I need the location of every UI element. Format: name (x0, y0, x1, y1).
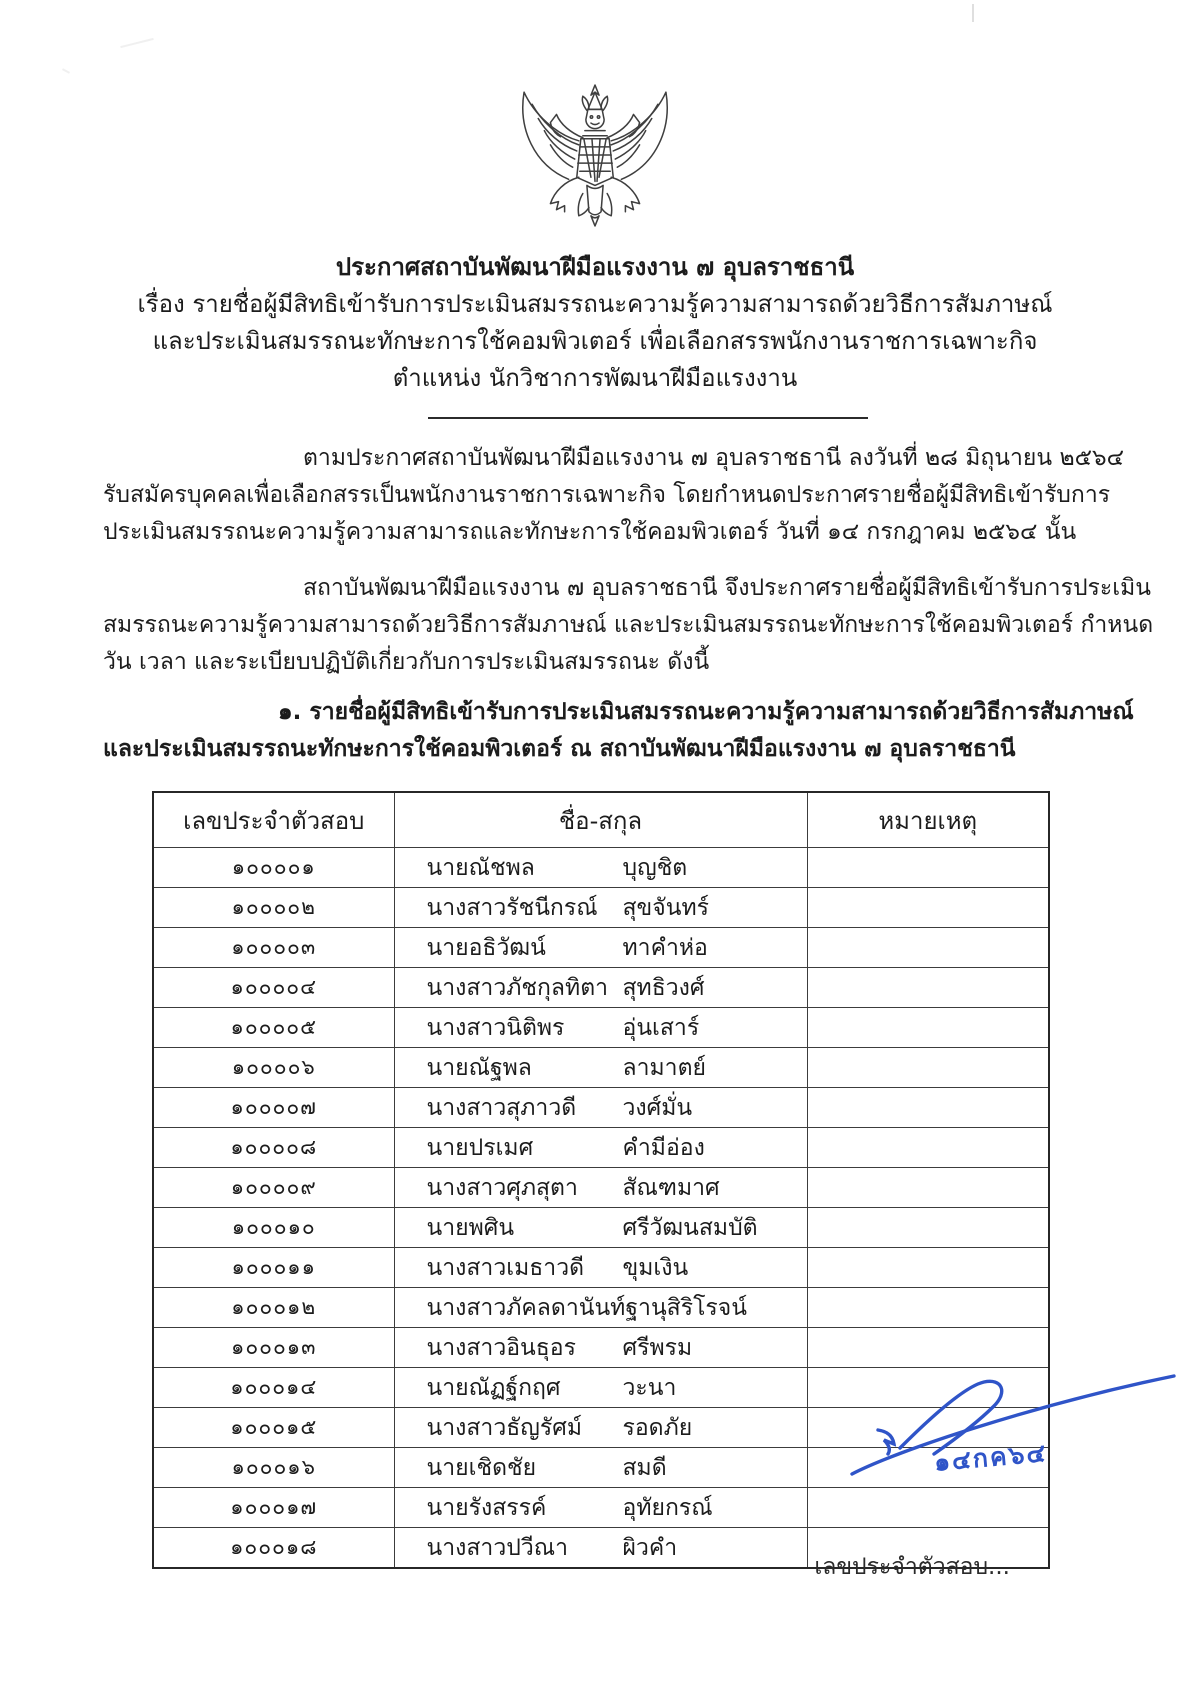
first-name: นายปรเมศ (426, 1134, 534, 1161)
last-name: ฐานุสิริโรจน์ (625, 1294, 747, 1321)
garuda-emblem-icon (492, 80, 698, 232)
name-cell (394, 1128, 807, 1168)
exam-id-cell: ๑๐๐๐๑๕ (153, 1408, 394, 1448)
title-line-4: ตำแหน่ง นักวิชาการพัฒนาฝีมือแรงงาน (392, 364, 798, 392)
title-line-1: ประกาศสถาบันพัฒนาฝีมือแรงงาน ๗ อุบลราชธานี (335, 253, 855, 281)
last-name: บุญชิต (622, 854, 688, 881)
last-name: ศรีวัฒนสมบัติ (622, 1214, 758, 1241)
first-name: นายเชิดชัย (426, 1454, 537, 1481)
last-name: สุทธิวงศ์ (622, 974, 705, 1001)
exam-id-cell: ๑๐๐๐๑๐ (153, 1208, 394, 1248)
table-header-row (153, 792, 1049, 848)
paragraph-line: สมรรถนะความรู้ความสามารถด้วยวิธีการสัมภาษณ์ และประเมินสมรรถนะทักษะการใช้คอมพิวเตอร์ กำหนด (103, 612, 1154, 638)
first-name: นายอธิวัฒน์ (426, 934, 546, 961)
last-name: ศรีพรม (622, 1334, 693, 1361)
note-cell (807, 888, 1049, 928)
last-name: ขุมเงิน (622, 1254, 689, 1281)
note-cell (807, 1128, 1049, 1168)
exam-id-cell: ๑๐๐๐๐๙ (153, 1168, 394, 1208)
first-name: นางสาวเมธาวดี (426, 1254, 585, 1281)
first-name: นายณัชพล (426, 854, 535, 881)
note-cell (807, 1088, 1049, 1128)
header-name: ชื่อ-สกุล (394, 792, 807, 848)
exam-id-cell: ๑๐๐๐๑๔ (153, 1368, 394, 1408)
note-cell (807, 1448, 1049, 1488)
first-name: นายรังสรรค์ (426, 1494, 547, 1521)
exam-id-cell: ๑๐๐๐๐๔ (153, 968, 394, 1008)
note-cell (807, 1408, 1049, 1448)
note-cell (807, 848, 1049, 888)
exam-id-cell: ๑๐๐๐๐๘ (153, 1128, 394, 1168)
table-row (153, 1328, 1049, 1368)
exam-id-cell: ๑๐๐๐๑๘ (153, 1528, 394, 1569)
note-cell (807, 1368, 1049, 1408)
section-1-heading (103, 694, 1134, 768)
title-line-3: และประเมินสมรรถนะทักษะการใช้คอมพิวเตอร์ เพื่อเลือกสรรพนักงานราชการเฉพาะกิจ (152, 327, 1038, 355)
scan-artifact (62, 68, 70, 74)
last-name: สุขจันทร์ (622, 894, 709, 921)
note-cell (807, 968, 1049, 1008)
signature-date-text: ๑๔กค๖๔ (932, 1438, 1049, 1477)
header-exam-id: เลขประจำตัวสอบ (153, 792, 394, 848)
name-cell (394, 1048, 807, 1088)
first-name: นางสาวปวีณา (426, 1534, 569, 1561)
name-cell (394, 1528, 807, 1569)
table-row (153, 1368, 1049, 1408)
first-name: นางสาวอินธุอร (426, 1334, 576, 1361)
exam-id-cell: ๑๐๐๐๑๗ (153, 1488, 394, 1528)
paragraph-line: สถาบันพัฒนาฝีมือแรงงาน ๗ อุบลราชธานี จึงประกาศรายชื่อผู้มีสิทธิเข้ารับการประเมิน (303, 575, 1151, 601)
table-row (153, 1248, 1049, 1288)
table-row (153, 1048, 1049, 1088)
note-cell (807, 1048, 1049, 1088)
first-name: นางสาวรัชนีกรณ์ (426, 894, 598, 921)
first-name: นางสาวภัชกุลทิตา (426, 974, 609, 1001)
exam-id-cell: ๑๐๐๐๐๑ (153, 848, 394, 888)
table-row (153, 888, 1049, 928)
first-name: นายณัฐพล (426, 1054, 532, 1081)
section-line: และประเมินสมรรถนะทักษะการใช้คอมพิวเตอร์ ณ สถาบันพัฒนาฝีมือแรงงาน ๗ อุบลราชธานี (103, 736, 1016, 762)
note-cell (807, 1208, 1049, 1248)
name-cell (394, 848, 807, 888)
paragraph-1 (103, 440, 1125, 551)
name-cell (394, 1168, 807, 1208)
header-note: หมายเหตุ (807, 792, 1049, 848)
last-name: รอดภัย (622, 1414, 693, 1441)
section-line: ๑. รายชื่อผู้มีสิทธิเข้ารับการประเมินสมรรถนะความรู้ความสามารถด้วยวิธีการสัมภาษณ์ (278, 699, 1134, 725)
title-line-2: เรื่อง รายชื่อผู้มีสิทธิเข้ารับการประเมินสมรรถนะความรู้ความสามารถด้วยวิธีการสัมภาษณ์ (137, 290, 1053, 318)
first-name: นางสาวนิติพร (426, 1014, 565, 1041)
paragraph-2 (103, 570, 1154, 681)
first-name: นางสาวธัญรัศม์ (426, 1414, 582, 1441)
exam-id-cell: ๑๐๐๐๑๑ (153, 1248, 394, 1288)
note-cell (807, 1328, 1049, 1368)
note-cell (807, 1288, 1049, 1328)
exam-id-cell: ๑๐๐๐๑๒ (153, 1288, 394, 1328)
table-row (153, 1168, 1049, 1208)
exam-id-cell: ๑๐๐๐๐๓ (153, 928, 394, 968)
name-cell (394, 1488, 807, 1528)
name-cell (394, 1408, 807, 1448)
title-divider (428, 417, 868, 419)
document-title (0, 249, 1190, 397)
paragraph-line: ตามประกาศสถาบันพัฒนาฝีมือแรงงาน ๗ อุบลราชธานี ลงวันที่ ๒๘ มิถุนายน ๒๕๖๔ (303, 445, 1125, 471)
first-name: นางสาวสุภาวดี (426, 1094, 577, 1121)
name-cell (394, 1328, 807, 1368)
paragraph-line: ประเมินสมรรถนะความรู้ความสามารถและทักษะการใช้คอมพิวเตอร์ วันที่ ๑๔ กรกฎาคม ๒๕๖๔ นั้น (103, 519, 1077, 545)
table-row (153, 968, 1049, 1008)
note-cell (807, 1488, 1049, 1528)
table-row (153, 928, 1049, 968)
exam-id-cell: ๑๐๐๐๑๖ (153, 1448, 394, 1488)
scan-artifact (972, 4, 974, 22)
first-name: นายณัฏฐ์กฤศ (426, 1374, 561, 1401)
exam-id-cell: ๑๐๐๐๐๗ (153, 1088, 394, 1128)
name-cell (394, 1448, 807, 1488)
exam-id-cell: ๑๐๐๐๐๖ (153, 1048, 394, 1088)
last-name: ผิวคำ (622, 1534, 678, 1561)
table-row (153, 1008, 1049, 1048)
name-cell (394, 1288, 807, 1328)
exam-id-cell: ๑๐๐๐๐๒ (153, 888, 394, 928)
last-name: ทาคำห่อ (622, 934, 708, 961)
scan-artifact (120, 38, 153, 48)
paragraph-line: รับสมัครบุคคลเพื่อเลือกสรรเป็นพนักงานราชการเฉพาะกิจ โดยกำหนดประกาศรายชื่อผู้มีสิทธิเข้ารับการ (103, 482, 1111, 508)
table-row (153, 1448, 1049, 1488)
last-name: อุทัยกรณ์ (622, 1494, 713, 1521)
note-cell (807, 1248, 1049, 1288)
table-row (153, 1128, 1049, 1168)
table-row (153, 1088, 1049, 1128)
name-cell (394, 1008, 807, 1048)
last-name: คำมีอ่อง (622, 1134, 705, 1161)
footer-note: เลขประจำตัวสอบ... (814, 1554, 1010, 1580)
last-name: สัณฑมาศ (622, 1174, 720, 1201)
name-cell (394, 888, 807, 928)
first-name: นายพศิน (426, 1214, 515, 1241)
note-cell (807, 1168, 1049, 1208)
last-name: วงศ์มั่น (622, 1094, 693, 1121)
first-name: นางสาวภัคลดานันท์ (426, 1294, 626, 1321)
last-name: ลามาตย์ (622, 1054, 706, 1081)
table-row (153, 1488, 1049, 1528)
name-cell (394, 1088, 807, 1128)
name-cell (394, 1248, 807, 1288)
note-cell (807, 928, 1049, 968)
table-row (153, 1208, 1049, 1248)
table-row (153, 848, 1049, 888)
last-name: สมดี (622, 1454, 667, 1481)
candidates-table (152, 791, 1050, 1569)
paragraph-line: วัน เวลา และระเบียบปฏิบัติเกี่ยวกับการประเมินสมรรถนะ ดังนี้ (103, 649, 710, 675)
last-name: วะนา (622, 1374, 677, 1401)
name-cell (394, 1368, 807, 1408)
first-name: นางสาวศุภสุตา (426, 1174, 578, 1201)
table-row (153, 1408, 1049, 1448)
name-cell (394, 968, 807, 1008)
name-cell (394, 1208, 807, 1248)
exam-id-cell: ๑๐๐๐๐๕ (153, 1008, 394, 1048)
note-cell (807, 1008, 1049, 1048)
table-row (153, 1288, 1049, 1328)
last-name: อุ่นเสาร์ (622, 1014, 700, 1041)
exam-id-cell: ๑๐๐๐๑๓ (153, 1328, 394, 1368)
name-cell (394, 928, 807, 968)
